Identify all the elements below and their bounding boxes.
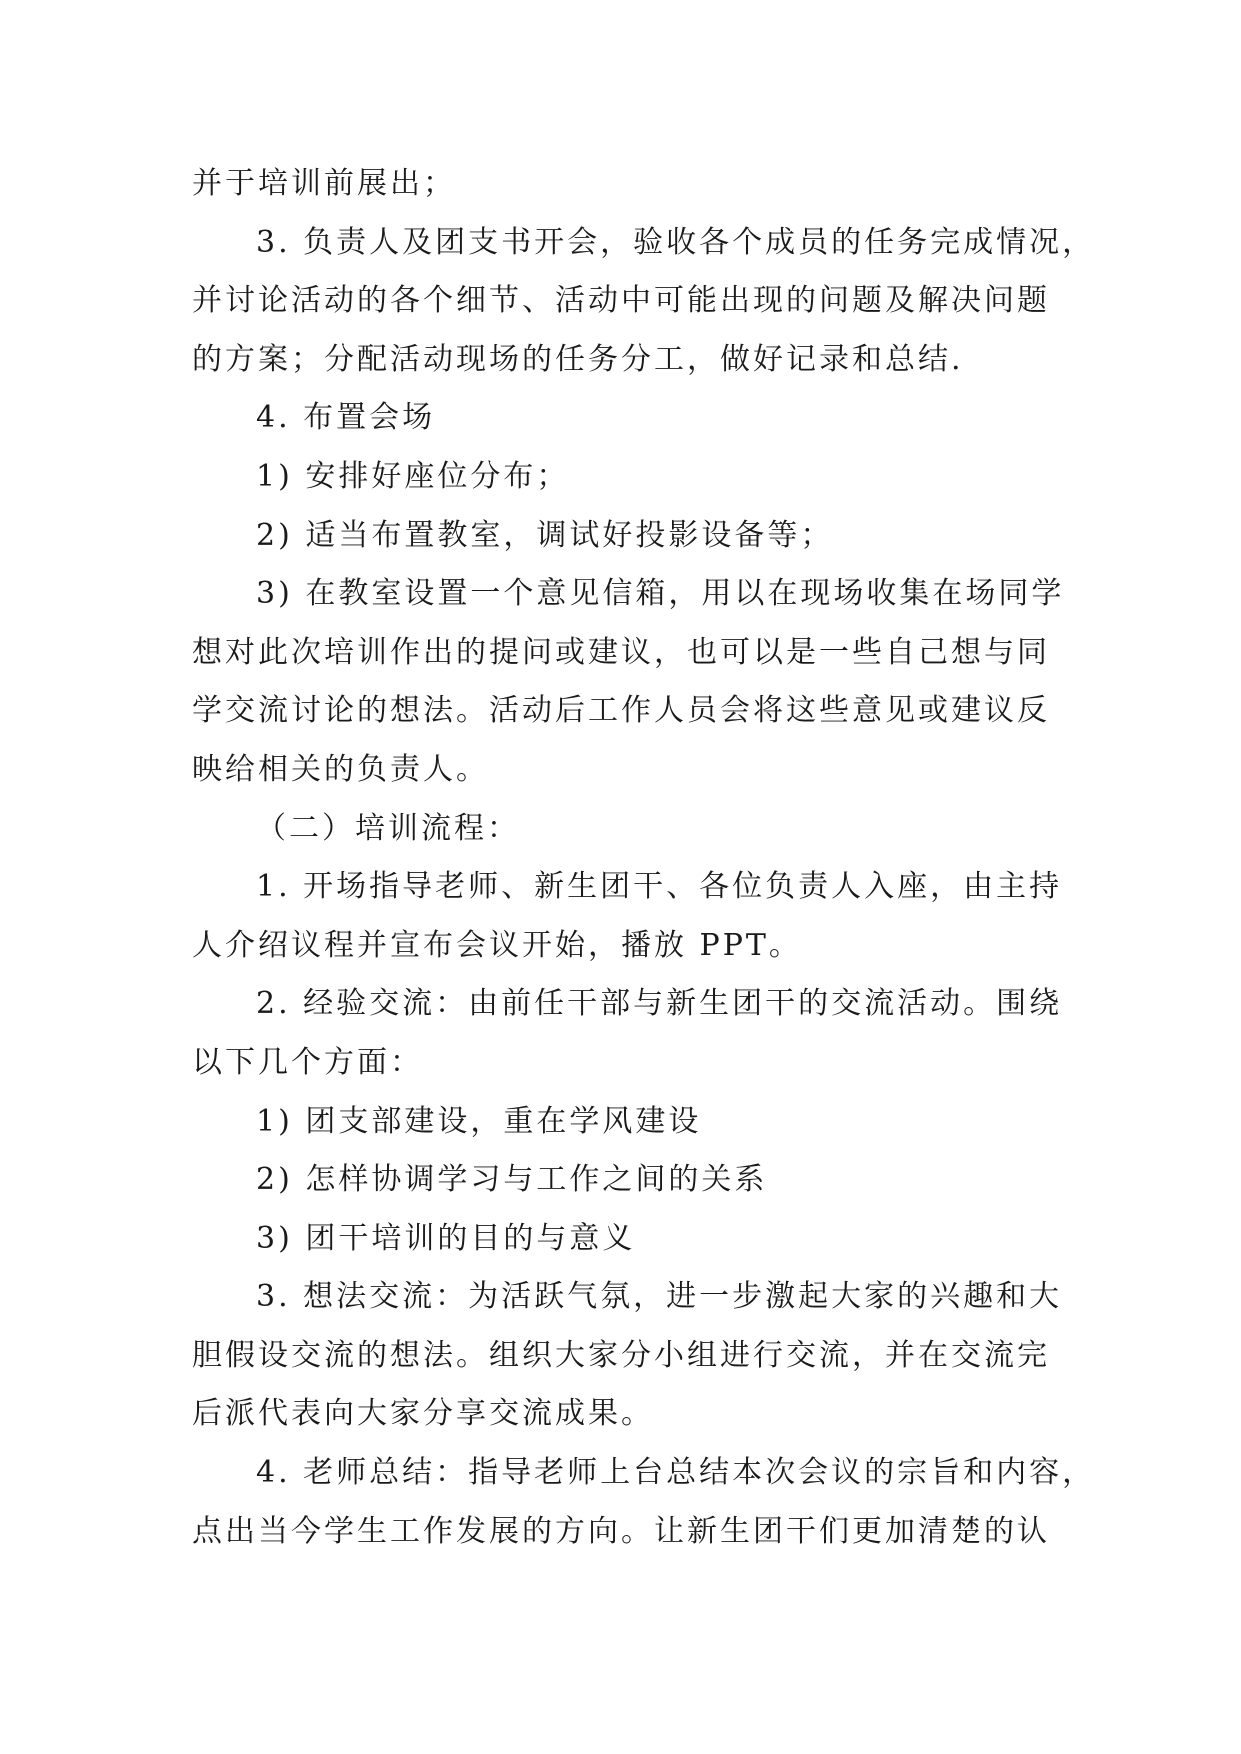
text-line: 想对此次培训作出的提问或建议，也可以是一些自己想与同 bbox=[192, 634, 1050, 670]
text-line: 胆假设交流的想法。组织大家分小组进行交流，并在交流完 bbox=[192, 1337, 1050, 1373]
text-line: 点出当今学生工作发展的方向。让新生团干们更加清楚的认 bbox=[192, 1513, 1050, 1549]
text-line: 1) 安排好座位分布； bbox=[256, 458, 570, 494]
text-line: 并于培训前展出； bbox=[192, 166, 456, 201]
text-line: 3. 想法交流：为活跃气氛，进一步激起大家的兴趣和大 bbox=[256, 1279, 1063, 1315]
text-line: 2) 怎样协调学习与工作之间的关系 bbox=[256, 1162, 768, 1198]
text-line: 3. 负责人及团支书开会，验收各个成员的任务完成情况， bbox=[256, 224, 1096, 260]
document-body bbox=[192, 155, 1096, 1561]
text-line: 的方案；分配活动现场的任务分工，做好记录和总结. bbox=[192, 341, 964, 377]
text-line: 1) 团支部建设，重在学风建设 bbox=[256, 1103, 702, 1139]
text-line: 3) 团干培训的目的与意义 bbox=[256, 1220, 636, 1256]
text-line: 2. 经验交流：由前任干部与新生团干的交流活动。围绕 bbox=[256, 986, 1063, 1022]
text-line: 4. 布置会场 bbox=[256, 400, 436, 436]
section-heading: （二）培训流程： bbox=[256, 810, 520, 846]
text-line: 以下几个方面： bbox=[192, 1044, 423, 1080]
text-line: 后派代表向大家分享交流成果。 bbox=[192, 1396, 654, 1432]
text-line: 映给相关的负责人。 bbox=[192, 751, 489, 787]
text-line: 学交流讨论的想法。活动后工作人员会将这些意见或建议反 bbox=[192, 693, 1050, 729]
text-line: 2) 适当布置教室，调试好投影设备等； bbox=[256, 517, 834, 553]
text-line: 并讨论活动的各个细节、活动中可能出现的问题及解决问题 bbox=[192, 283, 1050, 319]
text-line: 4. 老师总结：指导老师上台总结本次会议的宗旨和内容， bbox=[256, 1455, 1096, 1491]
text-line: 人介绍议程并宣布会议开始，播放 PPT。 bbox=[192, 927, 802, 963]
text-line: 1. 开场指导老师、新生团干、各位负责人入座，由主持 bbox=[256, 869, 1063, 905]
text-line: 3) 在教室设置一个意见信箱，用以在现场收集在场同学 bbox=[256, 576, 1065, 612]
